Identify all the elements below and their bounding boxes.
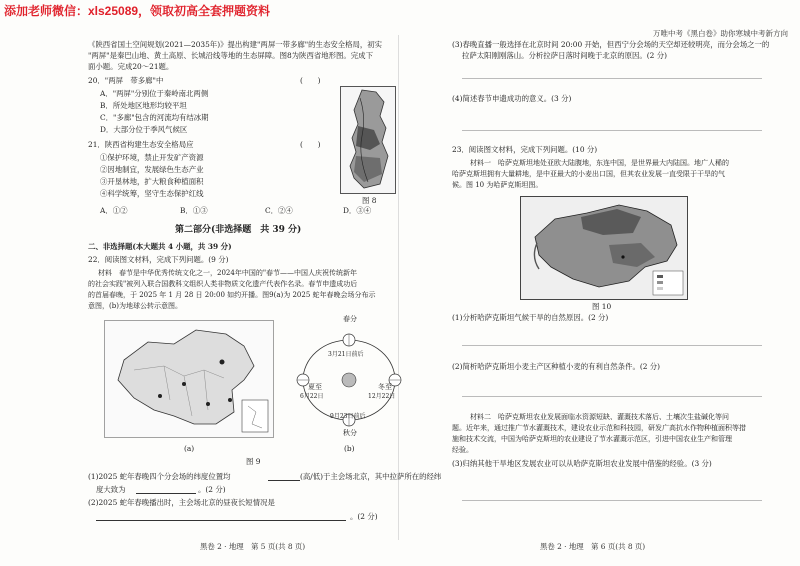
q21-option-c: C．②④ (265, 206, 293, 215)
q22-4: (4)简述春节申遗成功的意义。(3 分) (452, 94, 572, 103)
watermark-text: 添加老师微信：xls25089，领取初高全套押题资料 (4, 4, 271, 18)
q22-1-part-a: (1)2025 蛇年春晚四个分会场的纬度位置均 (88, 472, 231, 481)
q23-material-1c: 候。图 10 为哈萨克斯坦图。 (452, 181, 543, 189)
q22-3-line-2: 拉萨太阳刚刚落山。分析拉萨日落时间晚于北京的原因。(2 分) (462, 51, 667, 60)
figure-9a-map (104, 320, 274, 438)
answer-space-q23-1[interactable] (462, 345, 762, 346)
q22-1-part-b: (高/低)于主会场北京，其中拉萨所在的经纬 (300, 472, 442, 481)
answer-space-q22-4[interactable] (462, 130, 762, 131)
figure-10-map (520, 196, 688, 300)
orbit-label-winter: 冬至 (378, 383, 392, 391)
q23-3: (3)归纳其他干旱地区发展农业可以从哈萨克斯坦农业发展中借鉴的经验。(3 分) (452, 459, 712, 468)
q22-material-4: 意图，(b)为地球公转示意图。 (88, 302, 182, 310)
orbit-label-autumn: 秋分 (343, 429, 357, 437)
answer-space-q22-3[interactable] (462, 78, 762, 79)
q20-option-a: A．"两屏"分别位于秦岭南北两侧 (100, 89, 209, 98)
q20-option-b: B．所处地区地形均较平坦 (100, 101, 187, 110)
question-20: 20．"两屏 带多廊"中 (88, 76, 164, 85)
q22-material-3: 的首届春晚，于 2025 年 1 月 28 日 20:00 如约开播。图9(a)为 2025 蛇年春晚会场分布示 (88, 291, 376, 299)
q22-3-line-1: (3)春晚直播一般选择在北京时间 20:00 开始，但西宁分会场的天空却还较明亮，而分会场之一的 (452, 40, 770, 49)
q22-material-1: 材料 春节是中华优秀传统文化之一，2024年中国的"春节——中国人庆祝传统新年 (98, 269, 358, 277)
question-23: 23．阅读图文材料，完成下列问题。(10 分) (452, 145, 598, 154)
answer-space-q23-3[interactable] (462, 500, 762, 501)
answer-blank-3[interactable] (96, 520, 346, 521)
q23-material-2b: 题。近年来，通过推广节水灌溉技术，建设农业示范和科技园，研发广高抗水作物种植面积等措 (452, 424, 746, 432)
q23-2: (2)简析哈萨克斯坦小麦主产区种植小麦的有利自然条件。(2 分) (452, 362, 661, 371)
q22-material-2: 的社会实践"被列入联合国教科文组织人类非物质文化遗产代表作名录。春节申遗成功后 (88, 280, 358, 288)
q21-item-2: ②因地制宜，发展绿色生态产业 (100, 165, 204, 174)
orbit-date-sep: 9月23日前后 (330, 413, 366, 420)
q23-material-2a: 材料二 哈萨克斯坦农业发展面临水资源短缺、灌溉技术落后、土壤次生盐碱化等问 (470, 413, 729, 421)
figure-10-caption: 图 10 (592, 302, 612, 311)
answer-blank-2[interactable] (136, 493, 196, 494)
q22-2-score: 。(2 分) (350, 512, 378, 521)
q21-item-4: ④科学统筹，坚守生态保护红线 (100, 189, 204, 198)
question-22: 22．阅读图文材料，完成下列问题。(9 分) (88, 255, 229, 264)
orbit-label-spring: 春分 (343, 315, 357, 323)
q22-1-part-c: 度大致为 (96, 485, 126, 494)
question-21: 21．陕西省构建生态安全格局应 (88, 140, 194, 149)
question-21-paren: ( ) (300, 140, 321, 149)
q21-option-d: D．③④ (343, 206, 372, 215)
figure-9-caption: 图 9 (246, 457, 261, 466)
footer-left: 黑卷 2 · 地理 第 5 页(共 8 页) (200, 542, 306, 551)
figure-9b-label: (b) (344, 444, 355, 453)
section-heading: 二、非选择题(本大题共 4 小题，共 39 分) (88, 242, 232, 251)
header-right: 万唯中考《黑白卷》助你寒城中考新方向 (653, 29, 788, 38)
footer-right: 黑卷 2 · 地理 第 6 页(共 8 页) (540, 542, 646, 551)
q23-material-1b: 哈萨克斯坦拥有大量耕地，是中亚最大的小麦出口国，但其农业发展一直受限于干旱的气 (452, 170, 725, 178)
q21-item-1: ①保护环境，禁止开发矿产资源 (100, 153, 204, 162)
orbit-date-dec: 12月22日 (368, 393, 396, 400)
figure-9a-label: (a) (184, 444, 195, 453)
column-divider (398, 35, 399, 540)
q23-material-2c: 施和技术交流，中国为哈萨克斯坦的农业建设了节水灌溉示范区，引进中国农业生产和管理 (452, 435, 732, 443)
q23-1: (1)分析哈萨克斯坦气候干旱的自然原因。(2 分) (452, 313, 609, 322)
q20-option-c: C．"多廊"包含的河流均有结冰期 (100, 113, 209, 122)
question-20-paren: ( ) (300, 76, 321, 85)
intro-line-3: 面小题。完成20～21题。 (88, 62, 174, 71)
orbit-date-jun: 6月22日 (300, 393, 324, 400)
intro-line-2: "两屏"是秦巴山地、黄土高原、长城沿线等地的生态屏障。图8为陕西省地形图。完成下 (88, 51, 373, 60)
orbit-date-mar: 3月21日前后 (328, 351, 364, 358)
answer-space-q23-2[interactable] (462, 396, 762, 397)
q22-1-part-d: 。(2 分) (198, 485, 226, 494)
q21-option-b: B．①③ (180, 206, 208, 215)
figure-8-caption: 图 8 (362, 196, 377, 205)
intro-line-1: 《陕西省国土空间规划(2021—2035年)》提出构建"两屏一带多廊"的生态安全格局，初实 (88, 40, 383, 49)
q23-material-2d: 经验。 (452, 446, 473, 454)
orbit-label-summer: 夏至 (308, 383, 322, 391)
part-two-title: 第二部分(非选择题 共 39 分) (175, 225, 302, 235)
answer-blank-1[interactable] (268, 480, 300, 481)
figure-8-map (340, 86, 396, 194)
q22-2: (2)2025 蛇年春晚播出时，主会场北京的昼夜长短情况是 (88, 498, 275, 507)
q21-item-3: ③开垦林地，扩大粮食种植面积 (100, 177, 204, 186)
q23-material-1a: 材料一 哈萨克斯坦地处亚欧大陆腹地，东连中国，是世界最大内陆国。地广人稀的 (470, 159, 729, 167)
q21-option-a: A．①② (100, 206, 128, 215)
q20-option-d: D．大部分位于季风气候区 (100, 125, 188, 134)
